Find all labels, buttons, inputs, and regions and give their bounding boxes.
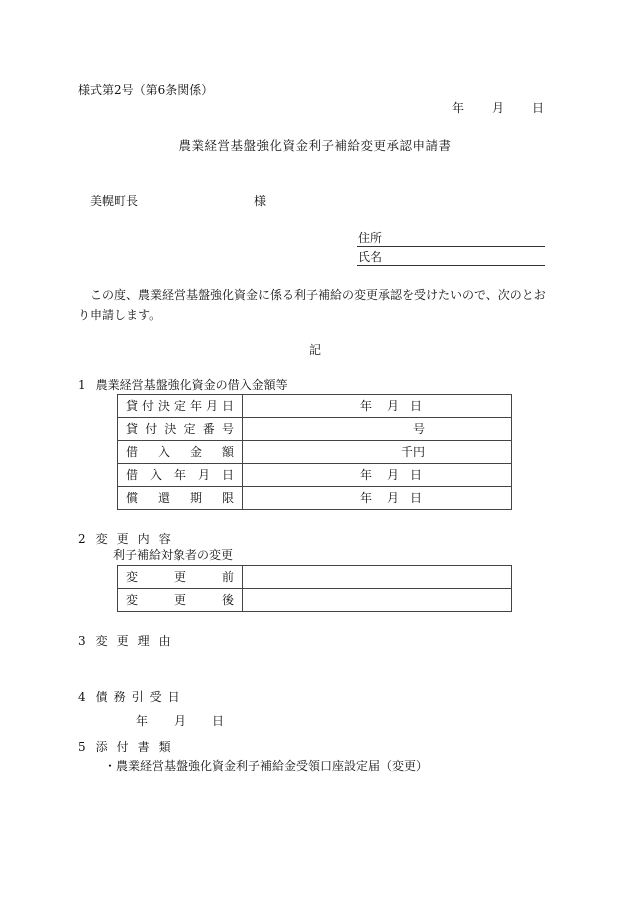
section-title: 農業経営基盤強化資金の借入金額等: [95, 378, 288, 392]
name-label: 氏名: [358, 250, 383, 264]
section-1-heading: [78, 378, 288, 392]
section-title: 変更理由: [95, 634, 180, 648]
application-statement: この度、農業経営基盤強化資金に係る利子補給の変更承認を受けたいので、次のとおり申請します。: [78, 288, 546, 322]
section-title: 添付書類: [95, 740, 180, 754]
loan-decision-date-field[interactable]: 年 月 日: [243, 395, 512, 418]
section-number: 2: [78, 532, 86, 546]
section-number: 4: [78, 690, 86, 704]
borrowing-date-label: 借入年月日: [118, 464, 243, 487]
addressee-name: 美幌町長: [90, 194, 139, 208]
address-field[interactable]: [357, 230, 545, 247]
section-number: 3: [78, 634, 86, 648]
after-change-field[interactable]: [243, 589, 512, 612]
loan-amount-label: 借入金額: [118, 441, 243, 464]
section-title: 変更内容: [95, 532, 180, 546]
section-5-heading: [78, 740, 180, 754]
after-change-label: 変更後: [118, 589, 243, 612]
section-4-heading: [78, 690, 186, 704]
loan-details-table: [117, 394, 512, 510]
address-label: 住所: [358, 231, 383, 245]
submission-date: [452, 101, 544, 115]
year-label: 年: [452, 101, 465, 115]
table-row: [118, 589, 512, 612]
borrowing-date-field[interactable]: 年 月 日: [243, 464, 512, 487]
section-3-heading: [78, 634, 180, 648]
table-row: [118, 464, 512, 487]
table-row: [118, 441, 512, 464]
table-row: [118, 418, 512, 441]
addressee-honorific: 様: [254, 194, 267, 208]
day-label: 日: [532, 101, 545, 115]
document-title: 農業経営基盤強化資金利子補給変更承認申請書: [178, 138, 452, 153]
change-subheading: 利子補給対象者の変更: [113, 548, 234, 562]
month-label: 月: [492, 101, 505, 115]
repayment-deadline-label: 償還期限: [118, 487, 243, 510]
loan-decision-number-label: 貸付決定番号: [118, 418, 243, 441]
name-field[interactable]: [357, 249, 545, 266]
before-change-label: 変更前: [118, 566, 243, 589]
attachment-item: ・農業経営基盤強化資金利子補給金受領口座設定届（変更）: [104, 759, 429, 773]
section-2-heading: [78, 532, 180, 546]
table-row: [118, 395, 512, 418]
loan-amount-field[interactable]: 千円: [243, 441, 512, 464]
repayment-deadline-field[interactable]: 年 月 日: [243, 487, 512, 510]
table-row: [118, 566, 512, 589]
section-number: 5: [78, 740, 86, 754]
section-number: 1: [78, 378, 86, 392]
ki-heading: 記: [308, 343, 321, 357]
loan-decision-number-field[interactable]: 号: [243, 418, 512, 441]
debt-assumption-date[interactable]: 年 月 日: [136, 714, 225, 728]
form-number: 様式第2号（第6条関係）: [78, 83, 214, 97]
loan-decision-date-label: 貸付決定年月日: [118, 395, 243, 418]
table-row: [118, 487, 512, 510]
before-change-field[interactable]: [243, 566, 512, 589]
change-details-table: [117, 565, 512, 612]
section-title: 債務引受日: [95, 690, 186, 704]
